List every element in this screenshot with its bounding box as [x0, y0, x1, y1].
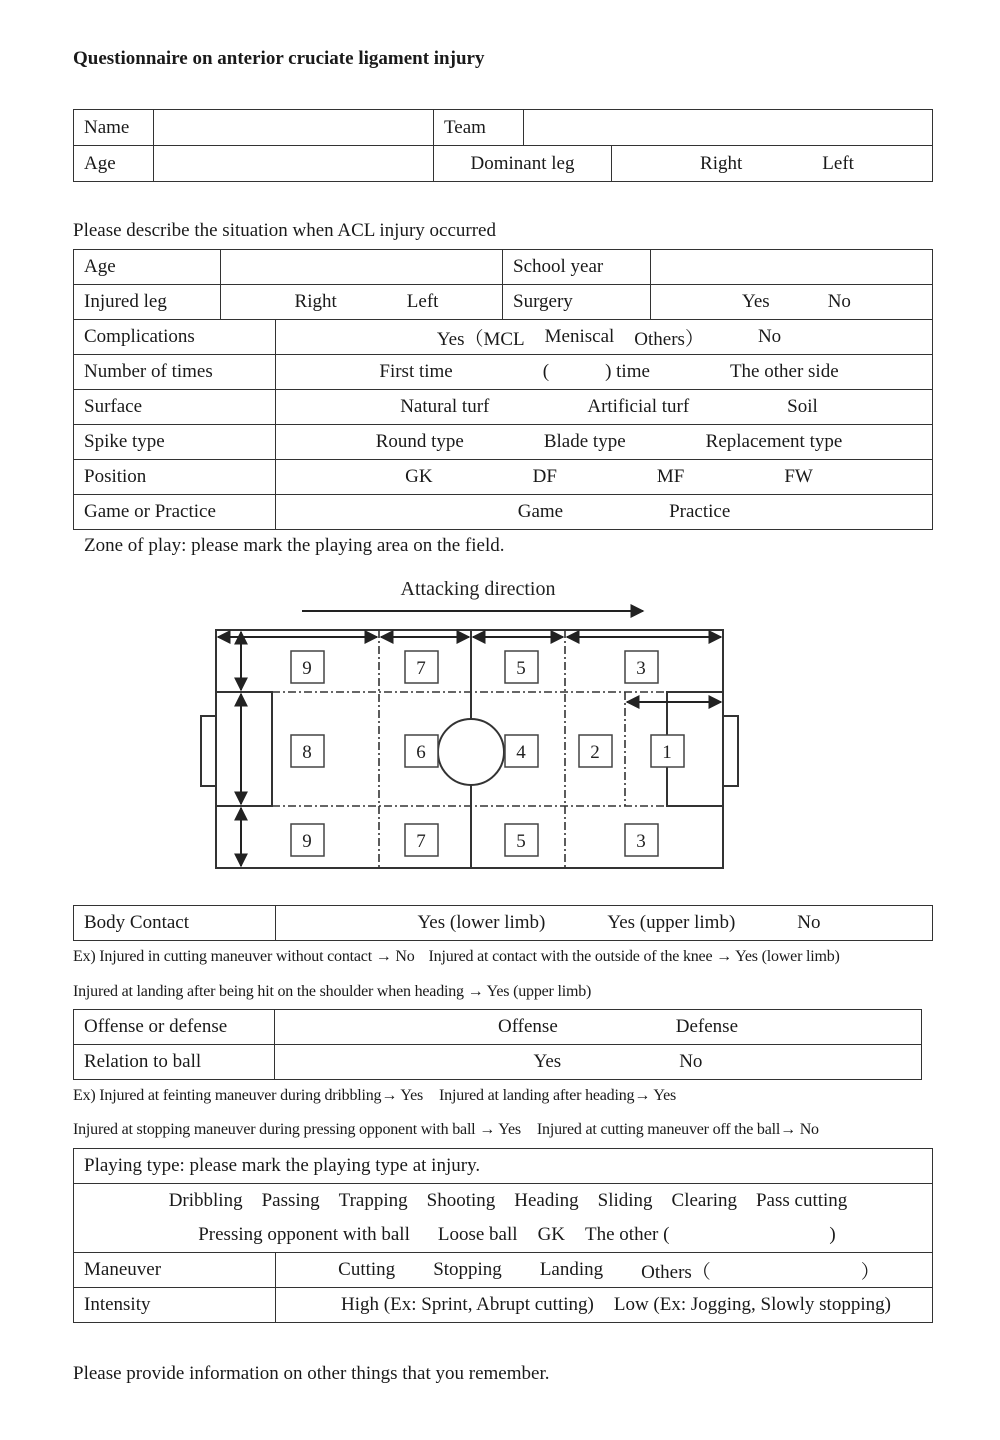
- intensity-label: Intensity: [74, 1288, 276, 1323]
- times-options: [276, 355, 933, 390]
- offense-example-1b: Injured at landing after heading→ Yes: [439, 1087, 677, 1104]
- maneuver-others-close: ）: [860, 1261, 880, 1283]
- practice-option[interactable]: Practice: [669, 501, 731, 522]
- surgery-options: [651, 285, 933, 320]
- zone-number: 1: [662, 742, 672, 763]
- spike-blade-option[interactable]: Blade type: [543, 431, 626, 452]
- injured-right-option[interactable]: Right: [294, 291, 337, 312]
- defense-option[interactable]: Defense: [675, 1016, 739, 1037]
- contact-example-2: Injured at landing after being hit on the shoulder when heading → Yes (upper limb): [73, 983, 592, 1000]
- team-label: Team: [434, 110, 524, 146]
- injured-leg-label: Injured leg: [74, 285, 221, 320]
- game-option[interactable]: Game: [517, 501, 564, 522]
- body-contact-table: [73, 905, 933, 941]
- position-fw-option[interactable]: FW: [784, 466, 813, 487]
- zone-number: 3: [636, 831, 646, 852]
- age-label: Age: [74, 146, 154, 182]
- contact-example-1b: Injured at contact with the outside of the knee → Yes (lower limb): [428, 948, 840, 965]
- ball-no-option[interactable]: No: [679, 1051, 703, 1072]
- surface-artificial-option[interactable]: Artificial turf: [587, 396, 690, 417]
- contact-no-option[interactable]: No: [797, 912, 821, 933]
- playing-type-options: [74, 1184, 933, 1253]
- playing-pass-cutting-option[interactable]: Pass cutting: [755, 1190, 848, 1211]
- injury-detail-table: [73, 319, 933, 530]
- player-info-table: [73, 109, 933, 182]
- spike-label: Spike type: [74, 425, 276, 460]
- times-paren-open: (: [542, 361, 550, 382]
- contact-upper-option[interactable]: Yes (upper limb): [607, 912, 736, 933]
- offense-option[interactable]: Offense: [497, 1016, 558, 1037]
- dominant-left-option[interactable]: Left: [822, 152, 854, 174]
- position-gk-option[interactable]: GK: [405, 466, 433, 487]
- offense-table: [73, 1009, 922, 1080]
- zone-number: 7: [416, 831, 426, 852]
- maneuver-options: [276, 1253, 933, 1288]
- surface-label: Surface: [74, 390, 276, 425]
- complications-yes-option[interactable]: Yes（MCL: [436, 328, 525, 350]
- times-other-side-option[interactable]: The other side: [729, 361, 839, 382]
- offense-options: [275, 1010, 922, 1045]
- surface-soil-option[interactable]: Soil: [787, 396, 818, 417]
- game-label: Game or Practice: [74, 495, 276, 530]
- dominant-leg-options: [612, 146, 933, 182]
- school-year-label: School year: [503, 250, 651, 285]
- playing-heading-option[interactable]: Heading: [514, 1190, 579, 1211]
- contact-example-1a: Ex) Injured in cutting maneuver without contact → No: [73, 948, 415, 965]
- offense-example-2b: Injured at cutting maneuver off the ball→ No: [536, 1121, 819, 1138]
- complications-label: Complications: [74, 320, 276, 355]
- zone-number: 5: [516, 658, 526, 679]
- ball-yes-option[interactable]: Yes: [533, 1051, 562, 1072]
- injury-age-field[interactable]: [221, 250, 503, 285]
- zone-number: 6: [416, 742, 426, 763]
- zone-number: 7: [416, 658, 426, 679]
- surface-natural-option[interactable]: Natural turf: [400, 396, 490, 417]
- playing-passing-option[interactable]: Passing: [261, 1190, 320, 1211]
- spike-round-option[interactable]: Round type: [375, 431, 464, 452]
- right-goal: [723, 716, 738, 786]
- zone-number: 3: [636, 658, 646, 679]
- footer-instruction: Please provide information on other things that you remember.: [73, 1363, 550, 1384]
- intensity-options: [276, 1288, 933, 1323]
- complications-meniscal-option[interactable]: Meniscal: [544, 326, 615, 347]
- contact-lower-option[interactable]: Yes (lower limb): [417, 912, 546, 933]
- spike-options: [276, 425, 933, 460]
- playing-other-option[interactable]: The other (: [585, 1224, 670, 1245]
- position-mf-option[interactable]: MF: [656, 466, 685, 487]
- playing-type-header: Playing type: please mark the playing type at injury.: [74, 1149, 933, 1184]
- offense-label: Offense or defense: [74, 1010, 275, 1045]
- left-penalty-area: [216, 692, 272, 806]
- page-title: Questionnaire on anterior cruciate ligament injury: [73, 48, 485, 69]
- injured-left-option[interactable]: Left: [406, 291, 439, 312]
- injury-top-table: [73, 249, 933, 320]
- field-diagram: [195, 570, 755, 880]
- surgery-yes-option[interactable]: Yes: [742, 291, 770, 312]
- offense-example-1: [73, 1087, 676, 1105]
- maneuver-label: Maneuver: [74, 1253, 276, 1288]
- team-field[interactable]: [524, 110, 933, 146]
- contact-example-1: [73, 948, 840, 966]
- position-df-option[interactable]: DF: [532, 466, 557, 487]
- playing-shooting-option[interactable]: Shooting: [426, 1190, 496, 1211]
- complications-options: [276, 320, 933, 355]
- playing-pressing-option[interactable]: Pressing opponent with ball: [198, 1224, 410, 1245]
- body-contact-options: [276, 906, 933, 941]
- injury-section-label: Please describe the situation when ACL injury occurred: [73, 220, 496, 241]
- school-year-field[interactable]: [651, 250, 933, 285]
- maneuver-others-option[interactable]: Others（: [641, 1261, 711, 1283]
- intensity-low-option[interactable]: Low (Ex: Jogging, Slowly stopping): [613, 1294, 891, 1315]
- position-label: Position: [74, 460, 276, 495]
- playing-other-close: ): [829, 1224, 836, 1245]
- attacking-direction-label: Attacking direction: [400, 578, 556, 600]
- name-label: Name: [74, 110, 154, 146]
- name-field[interactable]: [154, 110, 434, 146]
- injured-leg-options: [221, 285, 503, 320]
- position-options: [276, 460, 933, 495]
- times-label: Number of times: [74, 355, 276, 390]
- playing-gk-option[interactable]: GK: [537, 1224, 566, 1245]
- zone-number: 9: [302, 831, 312, 852]
- surgery-no-option[interactable]: No: [827, 291, 851, 312]
- zone-number: 5: [516, 831, 526, 852]
- times-first-option[interactable]: First time: [379, 361, 453, 382]
- playing-type-table: [73, 1148, 933, 1323]
- left-goal: [201, 716, 216, 786]
- surface-options: [276, 390, 933, 425]
- playing-clearing-option[interactable]: Clearing: [671, 1190, 737, 1211]
- playing-sliding-option[interactable]: Sliding: [597, 1190, 653, 1211]
- surgery-label: Surgery: [503, 285, 651, 320]
- offense-example-2: [73, 1121, 819, 1139]
- playing-trapping-option[interactable]: Trapping: [338, 1190, 408, 1211]
- maneuver-cutting-option[interactable]: Cutting: [338, 1259, 396, 1280]
- zone-instruction: Zone of play: please mark the playing area on the field.: [84, 535, 505, 556]
- maneuver-stopping-option[interactable]: Stopping: [433, 1259, 502, 1280]
- offense-example-1a: Ex) Injured at feinting maneuver during dribbling→ Yes: [73, 1087, 424, 1104]
- relation-ball-options: [275, 1045, 922, 1080]
- complications-no-option[interactable]: No: [757, 326, 782, 347]
- dominant-right-option[interactable]: Right: [700, 152, 743, 174]
- times-count-option[interactable]: ) time: [605, 361, 650, 382]
- zone-number: 2: [590, 742, 600, 763]
- offense-example-2a: Injured at stopping maneuver during pressing opponent with ball → Yes: [73, 1121, 521, 1138]
- game-options: [276, 495, 933, 530]
- zone-number: 9: [302, 658, 312, 679]
- playing-loose-ball-option[interactable]: Loose ball: [437, 1224, 518, 1245]
- maneuver-landing-option[interactable]: Landing: [539, 1259, 604, 1280]
- dominant-leg-label: Dominant leg: [434, 146, 612, 182]
- age-field[interactable]: [154, 146, 434, 182]
- playing-dribbling-option[interactable]: Dribbling: [168, 1190, 243, 1211]
- relation-ball-label: Relation to ball: [74, 1045, 275, 1080]
- intensity-high-option[interactable]: High (Ex: Sprint, Abrupt cutting): [341, 1294, 594, 1315]
- zone-number: 8: [302, 742, 312, 763]
- complications-others-option[interactable]: Others）: [634, 328, 704, 350]
- body-contact-label: Body Contact: [74, 906, 276, 941]
- center-circle: [438, 719, 504, 785]
- spike-replacement-option[interactable]: Replacement type: [705, 431, 843, 452]
- zone-number: 4: [516, 742, 526, 763]
- injury-age-label: Age: [74, 250, 221, 285]
